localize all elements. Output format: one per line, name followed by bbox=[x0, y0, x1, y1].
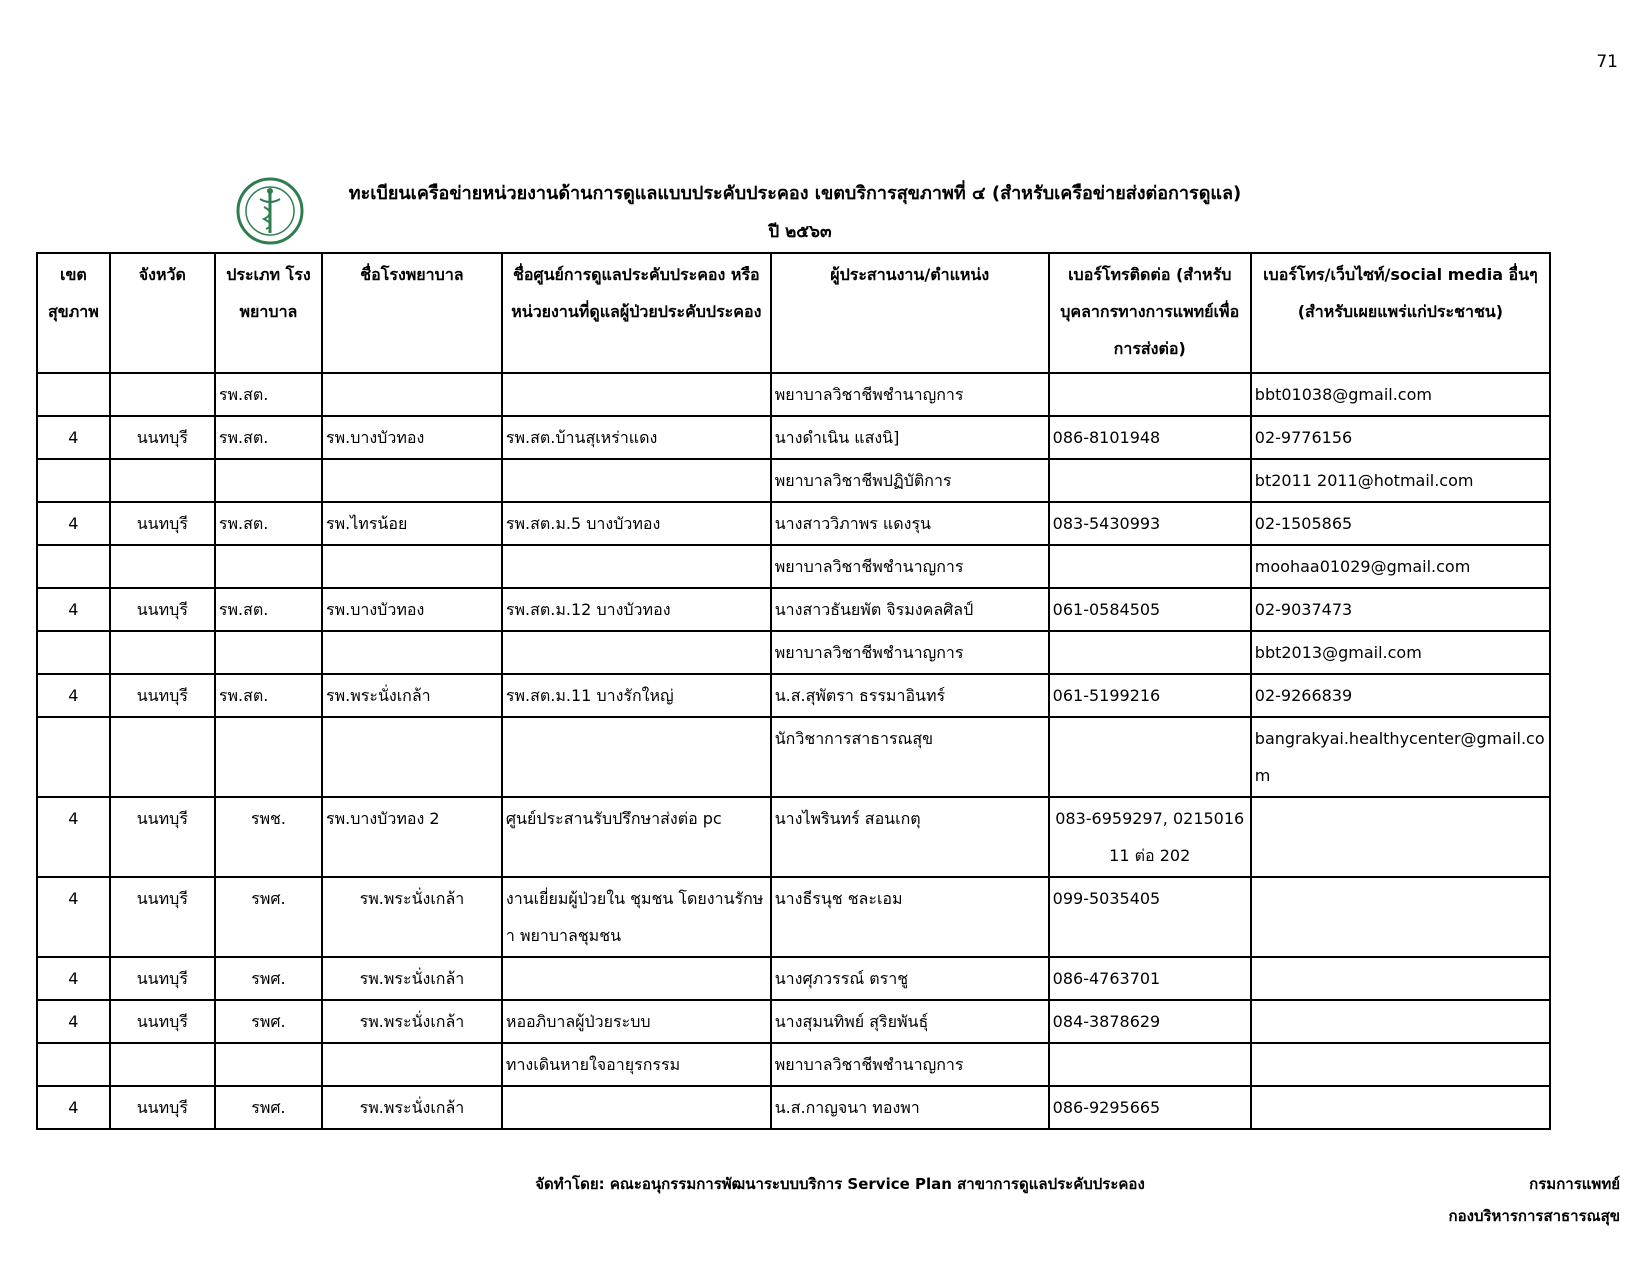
table-row bbox=[37, 1086, 1550, 1129]
cell-hospital-type: รพ.สต. bbox=[215, 502, 322, 545]
header-public-contact: เบอร์โทร/เว็บไซท์/social media อื่นๆ (สำหรับเผยแพร่แก่ประชาชน) bbox=[1251, 253, 1550, 373]
table-row bbox=[37, 416, 1550, 459]
cell-coordinator: นางธีรนุช ชละเอม bbox=[771, 877, 1049, 957]
header-contact-phone: เบอร์โทรติดต่อ (สำหรับบุคลากรทางการแพทย์เพื่อการส่งต่อ) bbox=[1049, 253, 1251, 373]
table-row bbox=[37, 957, 1550, 1000]
cell-care-center bbox=[502, 373, 771, 416]
cell-province bbox=[110, 459, 215, 502]
cell-public-contact bbox=[1251, 957, 1550, 1000]
cell-hospital-name: รพ.พระนั่งเกล้า bbox=[322, 674, 502, 717]
cell-coordinator: พยาบาลวิชาชีพชำนาญการ bbox=[771, 1043, 1049, 1086]
cell-health-region bbox=[37, 717, 110, 797]
cell-care-center: รพ.สต.ม.12 บางบัวทอง bbox=[502, 588, 771, 631]
cell-contact-phone: 086-9295665 bbox=[1049, 1086, 1251, 1129]
cell-care-center: ทางเดินหายใจอายุรกรรม bbox=[502, 1043, 771, 1086]
ministry-of-public-health-logo bbox=[236, 177, 304, 245]
cell-hospital-name bbox=[322, 631, 502, 674]
table-row bbox=[37, 717, 1550, 797]
header-health-region: เขต สุขภาพ bbox=[37, 253, 110, 373]
cell-health-region: 4 bbox=[37, 416, 110, 459]
table-row bbox=[37, 877, 1550, 957]
cell-health-region: 4 bbox=[37, 877, 110, 957]
cell-province: นนทบุรี bbox=[110, 588, 215, 631]
cell-care-center bbox=[502, 459, 771, 502]
footer-department: กรมการแพทย์ bbox=[1529, 1175, 1620, 1193]
cell-public-contact bbox=[1251, 797, 1550, 877]
cell-coordinator: พยาบาลวิชาชีพชำนาญการ bbox=[771, 373, 1049, 416]
cell-coordinator: น.ส.กาญจนา ทองพา bbox=[771, 1086, 1049, 1129]
footer-division: กองบริหารการสาธารณสุข bbox=[1448, 1207, 1620, 1225]
table-row bbox=[37, 674, 1550, 717]
cell-hospital-type: รพช. bbox=[215, 797, 322, 877]
table-header-row bbox=[37, 253, 1550, 373]
cell-hospital-type bbox=[215, 545, 322, 588]
cell-province bbox=[110, 631, 215, 674]
cell-province bbox=[110, 545, 215, 588]
cell-public-contact: 02-9037473 bbox=[1251, 588, 1550, 631]
cell-contact-phone: 061-5199216 bbox=[1049, 674, 1251, 717]
cell-coordinator: พยาบาลวิชาชีพชำนาญการ bbox=[771, 631, 1049, 674]
cell-province: นนทบุรี bbox=[110, 957, 215, 1000]
cell-hospital-type: รพ.สต. bbox=[215, 373, 322, 416]
cell-health-region: 4 bbox=[37, 502, 110, 545]
cell-care-center bbox=[502, 957, 771, 1000]
cell-province: นนทบุรี bbox=[110, 1086, 215, 1129]
table-row bbox=[37, 631, 1550, 674]
cell-coordinator: นางศุภวรรณ์ ตราชู bbox=[771, 957, 1049, 1000]
cell-care-center: รพ.สต.ม.5 บางบัวทอง bbox=[502, 502, 771, 545]
cell-public-contact bbox=[1251, 877, 1550, 957]
cell-contact-phone bbox=[1049, 631, 1251, 674]
cell-contact-phone: 061-0584505 bbox=[1049, 588, 1251, 631]
cell-province: นนทบุรี bbox=[110, 502, 215, 545]
cell-contact-phone: 083-6959297, 021501611 ต่อ 202 bbox=[1049, 797, 1251, 877]
cell-health-region: 4 bbox=[37, 1086, 110, 1129]
cell-province bbox=[110, 1043, 215, 1086]
cell-health-region: 4 bbox=[37, 1000, 110, 1043]
cell-public-contact: 02-1505865 bbox=[1251, 502, 1550, 545]
cell-hospital-name: รพ.พระนั่งเกล้า bbox=[322, 1086, 502, 1129]
cell-public-contact: bt2011 2011@hotmail.com bbox=[1251, 459, 1550, 502]
cell-province: นนทบุรี bbox=[110, 877, 215, 957]
cell-health-region: 4 bbox=[37, 588, 110, 631]
cell-hospital-name: รพ.พระนั่งเกล้า bbox=[322, 957, 502, 1000]
cell-care-center bbox=[502, 631, 771, 674]
cell-coordinator: นางดำเนิน แสงนิ] bbox=[771, 416, 1049, 459]
cell-contact-phone bbox=[1049, 373, 1251, 416]
cell-hospital-name bbox=[322, 717, 502, 797]
cell-public-contact bbox=[1251, 1086, 1550, 1129]
header-province: จังหวัด bbox=[110, 253, 215, 373]
header-coordinator: ผู้ประสานงาน/ตำแหน่ง bbox=[771, 253, 1049, 373]
cell-health-region: 4 bbox=[37, 957, 110, 1000]
cell-hospital-name: รพ.บางบัวทอง bbox=[322, 588, 502, 631]
header-hospital-name: ชื่อโรงพยาบาล bbox=[322, 253, 502, 373]
cell-contact-phone bbox=[1049, 459, 1251, 502]
cell-public-contact: bbt2013@gmail.com bbox=[1251, 631, 1550, 674]
cell-hospital-name bbox=[322, 459, 502, 502]
cell-coordinator: นางสาววิภาพร แดงรุน bbox=[771, 502, 1049, 545]
cell-hospital-type: รพศ. bbox=[215, 957, 322, 1000]
header-hospital-type: ประเภท โรงพยาบาล bbox=[215, 253, 322, 373]
table-row bbox=[37, 502, 1550, 545]
table-body bbox=[37, 373, 1550, 1129]
table-row bbox=[37, 459, 1550, 502]
cell-contact-phone: 099-5035405 bbox=[1049, 877, 1251, 957]
cell-hospital-type: รพ.สต. bbox=[215, 588, 322, 631]
cell-contact-phone bbox=[1049, 1043, 1251, 1086]
cell-hospital-name: รพ.พระนั่งเกล้า bbox=[322, 1000, 502, 1043]
cell-public-contact: 02-9266839 bbox=[1251, 674, 1550, 717]
cell-hospital-type bbox=[215, 459, 322, 502]
cell-coordinator: นางไพรินทร์ สอนเกตุ bbox=[771, 797, 1049, 877]
cell-care-center: งานเยี่ยมผู้ป่วยใน ชุมชน โดยงานรักษา พยาบาลชุมชน bbox=[502, 877, 771, 957]
cell-hospital-type bbox=[215, 717, 322, 797]
table-row bbox=[37, 545, 1550, 588]
cell-contact-phone bbox=[1049, 717, 1251, 797]
cell-public-contact: bangrakyai.healthycenter@gmail.com bbox=[1251, 717, 1550, 797]
cell-care-center: รพ.สต.บ้านสุเหร่าแดง bbox=[502, 416, 771, 459]
cell-coordinator: พยาบาลวิชาชีพปฏิบัติการ bbox=[771, 459, 1049, 502]
cell-care-center: ศูนย์ประสานรับปรึกษาส่งต่อ pc bbox=[502, 797, 771, 877]
cell-hospital-name: รพ.บางบัวทอง 2 bbox=[322, 797, 502, 877]
document-title: ทะเบียนเครือข่ายหน่วยงานด้านการดูแลแบบประคับประคอง เขตบริการสุขภาพที่ ๔ (สำหรับเครือข่ายส่งต่อการดูแล) bbox=[348, 183, 1242, 204]
cell-hospital-type: รพ.สต. bbox=[215, 674, 322, 717]
cell-hospital-name bbox=[322, 373, 502, 416]
cell-public-contact: bbt01038@gmail.com bbox=[1251, 373, 1550, 416]
cell-health-region bbox=[37, 631, 110, 674]
cell-hospital-type: รพศ. bbox=[215, 1000, 322, 1043]
table-row bbox=[37, 373, 1550, 416]
cell-public-contact: 02-9776156 bbox=[1251, 416, 1550, 459]
cell-health-region bbox=[37, 459, 110, 502]
cell-health-region bbox=[37, 1043, 110, 1086]
cell-province: นนทบุรี bbox=[110, 797, 215, 877]
cell-public-contact bbox=[1251, 1000, 1550, 1043]
cell-public-contact: moohaa01029@gmail.com bbox=[1251, 545, 1550, 588]
cell-coordinator: นักวิชาการสาธารณสุข bbox=[771, 717, 1049, 797]
cell-hospital-type: รพศ. bbox=[215, 877, 322, 957]
table-row bbox=[37, 588, 1550, 631]
cell-province: นนทบุรี bbox=[110, 416, 215, 459]
cell-coordinator: นางสุมนทิพย์ สุริยพันธุ์ bbox=[771, 1000, 1049, 1043]
cell-hospital-name: รพ.ไทรน้อย bbox=[322, 502, 502, 545]
cell-public-contact bbox=[1251, 1043, 1550, 1086]
cell-care-center: หออภิบาลผู้ป่วยระบบ bbox=[502, 1000, 771, 1043]
cell-contact-phone: 084-3878629 bbox=[1049, 1000, 1251, 1043]
cell-hospital-type bbox=[215, 1043, 322, 1086]
cell-health-region bbox=[37, 545, 110, 588]
cell-health-region: 4 bbox=[37, 674, 110, 717]
cell-care-center bbox=[502, 1086, 771, 1129]
document-year: ปี ๒๕๖๓ bbox=[768, 222, 832, 242]
cell-hospital-type bbox=[215, 631, 322, 674]
footer-prepared-by: จัดทำโดย: คณะอนุกรรมการพัฒนาระบบบริการ Service Plan สาขาการดูแลประคับประคอง bbox=[535, 1175, 1145, 1193]
cell-health-region: 4 bbox=[37, 797, 110, 877]
table-row bbox=[37, 797, 1550, 877]
page-number: 71 bbox=[1596, 52, 1618, 72]
cell-hospital-type: รพศ. bbox=[215, 1086, 322, 1129]
cell-coordinator: นางสาวธันยพัต จิรมงคลศิลป์ bbox=[771, 588, 1049, 631]
cell-coordinator: พยาบาลวิชาชีพชำนาญการ bbox=[771, 545, 1049, 588]
cell-province: นนทบุรี bbox=[110, 674, 215, 717]
table-row bbox=[37, 1043, 1550, 1086]
cell-hospital-name bbox=[322, 545, 502, 588]
cell-contact-phone bbox=[1049, 545, 1251, 588]
cell-contact-phone: 086-4763701 bbox=[1049, 957, 1251, 1000]
cell-health-region bbox=[37, 373, 110, 416]
cell-hospital-name: รพ.บางบัวทอง bbox=[322, 416, 502, 459]
cell-coordinator: น.ส.สุพัตรา ธรรมาอินทร์ bbox=[771, 674, 1049, 717]
cell-hospital-type: รพ.สต. bbox=[215, 416, 322, 459]
cell-contact-phone: 086-8101948 bbox=[1049, 416, 1251, 459]
cell-province: นนทบุรี bbox=[110, 1000, 215, 1043]
cell-care-center: รพ.สต.ม.11 บางรักใหญ่ bbox=[502, 674, 771, 717]
header-care-center: ชื่อศูนย์การดูแลประคับประคอง หรือ หน่วยงานที่ดูแลผู้ป่วยประคับประคอง bbox=[502, 253, 771, 373]
cell-care-center bbox=[502, 545, 771, 588]
cell-hospital-name: รพ.พระนั่งเกล้า bbox=[322, 877, 502, 957]
cell-province bbox=[110, 373, 215, 416]
cell-care-center bbox=[502, 717, 771, 797]
cell-province bbox=[110, 717, 215, 797]
table-row bbox=[37, 1000, 1550, 1043]
cell-contact-phone: 083-5430993 bbox=[1049, 502, 1251, 545]
cell-hospital-name bbox=[322, 1043, 502, 1086]
registry-table bbox=[36, 252, 1551, 1130]
